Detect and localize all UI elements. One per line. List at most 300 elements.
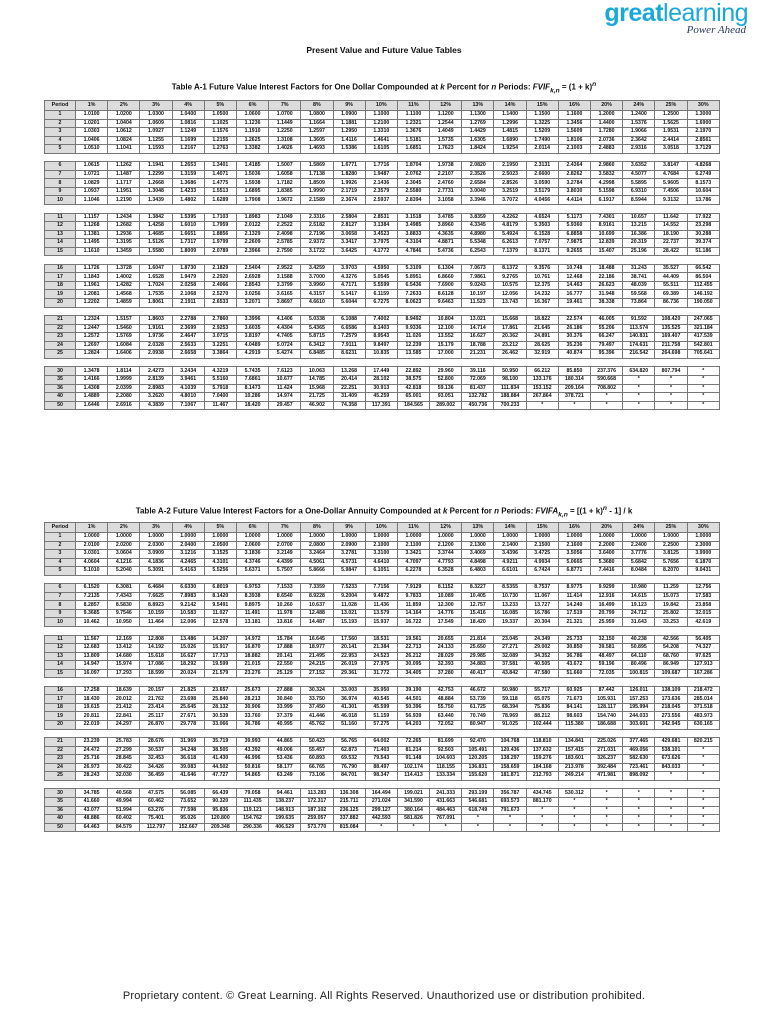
factor-cell: 4.2998: [591, 179, 623, 188]
factor-cell: 40.874: [558, 350, 590, 359]
table-row: [45, 738, 720, 747]
factor-cell: 3.1836: [236, 550, 268, 559]
period-cell: 4: [45, 558, 76, 567]
period-cell: 35: [45, 797, 76, 806]
period-cell: 16: [45, 264, 76, 273]
row-group-spacer: [45, 678, 720, 687]
factor-cell: 1.8983: [236, 213, 268, 222]
factor-cell: 20.414: [333, 375, 365, 384]
factor-cell: 2.0399: [108, 384, 140, 393]
factor-cell: 3.1722: [301, 247, 333, 256]
factor-cell: 28.422: [655, 247, 687, 256]
factor-cell: 79.058: [236, 789, 268, 798]
factor-cell: 17.713: [204, 652, 236, 661]
factor-cell: 1.1000: [365, 111, 397, 120]
factor-cell: 1.2400: [623, 111, 655, 120]
period-cell: 5: [45, 567, 76, 576]
factor-cell: 1.6289: [204, 196, 236, 205]
column-header-rate: 4%: [172, 101, 204, 111]
factor-cell: 5.3503: [526, 222, 558, 231]
factor-cell: 55.750: [430, 703, 462, 712]
factor-cell: 1.0406: [76, 136, 108, 145]
factor-cell: 52.800: [430, 375, 462, 384]
factor-cell: 4.8498: [462, 558, 494, 567]
factor-cell: 16.870: [236, 644, 268, 653]
factor-cell: 1.1843: [76, 273, 108, 282]
factor-cell: 30.288: [687, 230, 719, 239]
row-group-spacer: [45, 205, 720, 214]
factor-cell: 6.5436: [397, 281, 429, 290]
factor-cell: 84.579: [108, 823, 140, 832]
factor-cell: 7.6625: [140, 592, 172, 601]
factor-cell: 1.9926: [333, 179, 365, 188]
factor-cell: 1.1381: [76, 230, 108, 239]
factor-cell: 26.212: [397, 652, 429, 661]
factor-cell: 7.6123: [269, 367, 301, 376]
factor-cell: 2.6928: [236, 273, 268, 282]
factor-cell: 2.0122: [236, 222, 268, 231]
factor-cell: 2.9522: [269, 264, 301, 273]
factor-cell: 4.1772: [365, 247, 397, 256]
factor-cell: 218.045: [655, 703, 687, 712]
factor-cell: 4.0489: [236, 341, 268, 350]
factor-cell: 5.3109: [397, 264, 429, 273]
factor-cell: 3.4785: [430, 213, 462, 222]
factor-cell: *: [430, 823, 462, 832]
factor-cell: 2.6916: [108, 401, 140, 410]
factor-cell: 1.4889: [76, 393, 108, 402]
period-cell: 16: [45, 686, 76, 695]
factor-cell: 113.574: [623, 324, 655, 333]
period-cell: 9: [45, 187, 76, 196]
table-row: [45, 721, 720, 730]
factor-cell: 30.095: [397, 661, 429, 670]
factor-cell: *: [655, 789, 687, 798]
factor-cell: 11.859: [397, 601, 429, 610]
table-row: [45, 797, 720, 806]
factor-cell: 1.2824: [76, 350, 108, 359]
factor-cell: 157.253: [623, 695, 655, 704]
factor-cell: 1.7138: [301, 170, 333, 179]
row-group-spacer: [45, 575, 720, 584]
factor-cell: 3.4396: [494, 550, 526, 559]
factor-cell: 51.994: [108, 806, 140, 815]
logo-brand-light: learning: [663, 0, 748, 27]
factor-cell: 4.3839: [140, 401, 172, 410]
factor-cell: 38.741: [623, 273, 655, 282]
factor-cell: *: [655, 401, 687, 410]
factor-cell: 14.972: [236, 635, 268, 644]
factor-cell: 29.778: [172, 721, 204, 730]
factor-cell: *: [558, 401, 590, 410]
factor-cell: 31.243: [623, 264, 655, 273]
factor-cell: 1.8106: [558, 136, 590, 145]
factor-cell: 28.845: [108, 755, 140, 764]
factor-cell: 431.663: [430, 797, 462, 806]
factor-cell: 34.405: [397, 669, 429, 678]
factor-cell: 2.0258: [172, 281, 204, 290]
factor-cell: 73.864: [623, 299, 655, 308]
table-row: [45, 145, 720, 154]
factor-cell: 6.8771: [558, 567, 590, 576]
factor-cell: 10.730: [494, 592, 526, 601]
factor-cell: 105.931: [591, 695, 623, 704]
factor-cell: 4.8268: [687, 162, 719, 171]
table-row: [45, 384, 720, 393]
factor-cell: 41.646: [172, 772, 204, 781]
factor-cell: 16.786: [526, 609, 558, 618]
period-cell: 10: [45, 196, 76, 205]
factor-cell: 1.1495: [76, 239, 108, 248]
column-header-rate: 14%: [494, 101, 526, 111]
factor-cell: 59.568: [623, 290, 655, 299]
factor-cell: 13.215: [623, 222, 655, 231]
factor-cell: 22.737: [655, 239, 687, 248]
factor-cell: 2.8127: [333, 222, 365, 231]
factor-cell: 337.882: [333, 815, 365, 824]
factor-cell: 1.4166: [76, 375, 108, 384]
factor-cell: 25.783: [108, 738, 140, 747]
factor-cell: 3.2251: [204, 341, 236, 350]
factor-cell: 6.4684: [140, 584, 172, 593]
factor-cell: 1.8509: [301, 179, 333, 188]
factor-cell: 20.304: [526, 618, 558, 627]
factor-cell: 3.6035: [236, 324, 268, 333]
period-cell: 30: [45, 367, 76, 376]
column-header-rate: 6%: [236, 101, 268, 111]
factor-cell: 28.243: [76, 772, 108, 781]
period-cell: 40: [45, 393, 76, 402]
factor-cell: 169.407: [655, 333, 687, 342]
factor-cell: 4.5061: [301, 558, 333, 567]
factor-cell: 1.4308: [76, 384, 108, 393]
column-header-rate: 1%: [76, 523, 108, 533]
factor-cell: 22.019: [76, 721, 108, 730]
factor-cell: 2.1500: [526, 541, 558, 550]
factor-cell: 4.7793: [430, 558, 462, 567]
factor-cell: 2.6584: [462, 179, 494, 188]
factor-cell: 1.3225: [526, 119, 558, 128]
factor-cell: 2.1436: [365, 179, 397, 188]
factor-cell: *: [687, 797, 719, 806]
factor-cell: 39.993: [236, 738, 268, 747]
factor-cell: 30.913: [365, 384, 397, 393]
factor-cell: 10.089: [430, 592, 462, 601]
table2-title: [0, 505, 768, 518]
factor-cell: 237.376: [591, 367, 623, 376]
table-row: [45, 533, 720, 542]
factor-cell: 34.352: [526, 652, 558, 661]
factor-cell: 1.4685: [140, 230, 172, 239]
factor-cell: 47.727: [204, 772, 236, 781]
factor-cell: 10.575: [494, 281, 526, 290]
factor-cell: 15.618: [140, 652, 172, 661]
factor-cell: 10.748: [558, 264, 590, 273]
column-header-rate: 3%: [140, 523, 172, 533]
logo-wordmark: [604, 1, 748, 26]
factor-cell: 1.5609: [558, 128, 590, 137]
factor-cell: 14.207: [204, 635, 236, 644]
factor-cell: 2.2788: [172, 316, 204, 325]
factor-cell: 33.999: [269, 703, 301, 712]
factor-cell: 8.2857: [76, 601, 108, 610]
factor-cell: 1.3382: [236, 145, 268, 154]
factor-cell: 38.575: [397, 375, 429, 384]
factor-cell: 24.297: [108, 721, 140, 730]
factor-cell: 1.4641: [365, 136, 397, 145]
factor-cell: 5.7656: [655, 558, 687, 567]
factor-cell: 2.5182: [301, 222, 333, 231]
period-cell: 22: [45, 746, 76, 755]
factor-cell: 47.580: [526, 669, 558, 678]
factor-cell: 6.2613: [494, 239, 526, 248]
factor-cell: 21.814: [462, 635, 494, 644]
factor-cell: *: [687, 823, 719, 832]
factor-cell: 573.770: [301, 823, 333, 832]
factor-cell: 3.2071: [236, 299, 268, 308]
factor-cell: 22.841: [108, 712, 140, 721]
factor-cell: 2.5785: [269, 239, 301, 248]
factor-cell: 483.973: [687, 712, 719, 721]
factor-cell: 1.0000: [526, 533, 558, 542]
table1-title-k: k: [440, 82, 445, 92]
factor-cell: 8.5830: [108, 601, 140, 610]
factor-cell: 3.0658: [333, 230, 365, 239]
factor-cell: 13.021: [462, 316, 494, 325]
factor-cell: 78.969: [494, 712, 526, 721]
factor-cell: 41.430: [204, 755, 236, 764]
factor-cell: 2.8543: [236, 281, 268, 290]
factor-cell: 3.2620: [140, 393, 172, 402]
period-cell: 3: [45, 128, 76, 137]
factor-cell: 73.652: [172, 797, 204, 806]
factor-cell: 17.549: [430, 618, 462, 627]
factor-cell: 23.212: [494, 341, 526, 350]
factor-cell: 484.463: [430, 806, 462, 815]
factor-cell: 2.1829: [204, 264, 236, 273]
factor-cell: 3.6165: [269, 290, 301, 299]
period-cell: 17: [45, 695, 76, 704]
period-cell: 23: [45, 755, 76, 764]
factor-cell: 2.1100: [397, 541, 429, 550]
factor-cell: 57.275: [365, 721, 397, 730]
factor-cell: 13.727: [526, 601, 558, 610]
factor-cell: 3.4259: [301, 264, 333, 273]
factor-cell: 2.5404: [236, 264, 268, 273]
factor-cell: 91.025: [494, 721, 526, 730]
factor-cell: 4.1836: [140, 558, 172, 567]
factor-cell: 1.0000: [108, 533, 140, 542]
factor-cell: 20.799: [591, 609, 623, 618]
factor-cell: 97.625: [687, 652, 719, 661]
factor-cell: 1.5869: [301, 162, 333, 171]
factor-cell: 36.618: [172, 755, 204, 764]
factor-cell: 321.184: [687, 324, 719, 333]
factor-cell: *: [526, 823, 558, 832]
table-row: [45, 644, 720, 653]
factor-cell: 5.1417: [333, 290, 365, 299]
factor-cell: 2.8561: [687, 136, 719, 145]
factor-cell: 1.6010: [172, 222, 204, 231]
factor-cell: 4.5731: [333, 558, 365, 567]
factor-cell: 60.893: [301, 755, 333, 764]
column-header-period: Period: [45, 101, 76, 111]
factor-cell: 54.865: [236, 772, 268, 781]
factor-cell: 7.2633: [397, 290, 429, 299]
factor-cell: 12.916: [591, 592, 623, 601]
factor-cell: 225.026: [591, 738, 623, 747]
factor-cell: 9.2142: [172, 601, 204, 610]
factor-cell: 105.491: [462, 746, 494, 755]
factor-cell: 5.1010: [76, 567, 108, 576]
factor-cell: 820.215: [687, 738, 719, 747]
factor-cell: 63.276: [140, 806, 172, 815]
factor-cell: *: [623, 384, 655, 393]
factor-cell: 13.552: [430, 333, 462, 342]
factor-cell: 55.717: [526, 686, 558, 695]
factor-cell: 3.6425: [333, 247, 365, 256]
factor-cell: 11.424: [269, 384, 301, 393]
factor-cell: 213.978: [558, 763, 590, 772]
period-cell: 2: [45, 541, 76, 550]
period-cell: 15: [45, 247, 76, 256]
factor-cell: 2.0900: [333, 541, 365, 550]
table-row: [45, 350, 720, 359]
factor-cell: 2.4414: [655, 136, 687, 145]
factor-cell: 18.430: [76, 695, 108, 704]
factor-cell: *: [687, 806, 719, 815]
factor-cell: 12.468: [558, 273, 590, 282]
factor-cell: 9.8497: [365, 341, 397, 350]
row-group-spacer: [45, 358, 720, 367]
table1-formula-subscript: k,n: [550, 87, 560, 95]
factor-cell: 18.639: [108, 686, 140, 695]
factor-cell: 705.641: [687, 350, 719, 359]
factor-cell: 1.1400: [494, 111, 526, 120]
factor-cell: 3.3100: [365, 550, 397, 559]
factor-cell: 7.9129: [397, 584, 429, 593]
factor-cell: 44.502: [204, 763, 236, 772]
factor-cell: 17.258: [76, 686, 108, 695]
factor-cell: 3.8147: [655, 162, 687, 171]
factor-cell: 15.937: [365, 618, 397, 627]
factor-cell: 45.599: [365, 703, 397, 712]
column-header-rate: 15%: [526, 101, 558, 111]
factor-cell: 16.097: [76, 669, 108, 678]
factor-cell: 218.472: [687, 686, 719, 695]
factor-cell: 3.3799: [269, 281, 301, 290]
factor-cell: 7.4416: [591, 567, 623, 576]
factor-cell: 187.102: [301, 806, 333, 815]
row-group-spacer: [45, 780, 720, 789]
factor-cell: 1.3439: [140, 196, 172, 205]
factor-cell: 39.083: [172, 763, 204, 772]
factor-cell: 19.123: [623, 601, 655, 610]
factor-cell: 1.4258: [140, 222, 172, 231]
factor-cell: 199.021: [397, 789, 429, 798]
factor-cell: 180.314: [558, 375, 590, 384]
table-row: [45, 823, 720, 832]
factor-cell: 7.4343: [108, 592, 140, 601]
column-header-rate: 4%: [172, 523, 204, 533]
factor-cell: 172.317: [301, 797, 333, 806]
factor-cell: 4.6610: [301, 299, 333, 308]
factor-cell: *: [655, 823, 687, 832]
factor-cell: 2.4066: [204, 281, 236, 290]
factor-cell: 18.190: [655, 230, 687, 239]
factor-cell: 16.367: [526, 299, 558, 308]
factor-cell: 2.5937: [365, 196, 397, 205]
factor-cell: 2.1000: [365, 541, 397, 550]
factor-cell: 188.884: [494, 393, 526, 402]
factor-cell: 16.386: [623, 230, 655, 239]
factor-cell: 15.179: [430, 341, 462, 350]
factor-cell: 2.1400: [494, 541, 526, 550]
table-row: [45, 136, 720, 145]
factor-cell: 1.6528: [140, 273, 172, 282]
factor-cell: 137.632: [526, 746, 558, 755]
factor-cell: *: [687, 772, 719, 781]
table-row: [45, 401, 720, 410]
factor-cell: 14.615: [623, 592, 655, 601]
factor-cell: 18.292: [172, 661, 204, 670]
factor-cell: 2.8531: [365, 213, 397, 222]
factor-cell: 1.6084: [108, 341, 140, 350]
table-row: [45, 119, 720, 128]
factor-cell: 4.8980: [462, 230, 494, 239]
factor-cell: 19.842: [655, 601, 687, 610]
period-cell: 21: [45, 316, 76, 325]
table-row: [45, 333, 720, 342]
factor-cell: 38.505: [204, 746, 236, 755]
factor-cell: 1.0500: [204, 111, 236, 120]
factor-cell: 9.6463: [430, 299, 462, 308]
factor-cell: 20.024: [172, 669, 204, 678]
factor-cell: 434.745: [526, 789, 558, 798]
factor-cell: 5.7507: [269, 567, 301, 576]
factor-cell: 1.4185: [236, 162, 268, 171]
factor-cell: 3.4069: [462, 550, 494, 559]
factor-cell: 95.026: [172, 815, 204, 824]
factor-cell: 429.681: [655, 738, 687, 747]
factor-cell: 2.3131: [526, 162, 558, 171]
factor-cell: 1.2936: [108, 230, 140, 239]
factor-cell: 51.159: [365, 712, 397, 721]
factor-cell: 2.2000: [591, 541, 623, 550]
factor-cell: 48.497: [591, 652, 623, 661]
column-header-rate: 25%: [655, 523, 687, 533]
factor-cell: 3.1588: [269, 273, 301, 282]
factor-cell: 1.2950: [333, 128, 365, 137]
factor-cell: 2.8262: [558, 170, 590, 179]
factor-cell: 2.4364: [558, 162, 590, 171]
factor-cell: 1.2324: [76, 316, 108, 325]
factor-cell: 1.6058: [269, 170, 301, 179]
factor-cell: 40.238: [623, 635, 655, 644]
factor-cell: *: [623, 797, 655, 806]
factor-cell: 2.1300: [462, 541, 494, 550]
factor-cell: *: [591, 806, 623, 815]
factor-cell: 190.050: [687, 299, 719, 308]
period-cell: 19: [45, 290, 76, 299]
factor-cell: 1.1961: [76, 281, 108, 290]
factor-cell: 2.2522: [269, 222, 301, 231]
factor-cell: 20.141: [333, 644, 365, 653]
column-header-rate: 13%: [462, 101, 494, 111]
factor-cell: 2.5270: [204, 290, 236, 299]
factor-cell: 2.0938: [140, 350, 172, 359]
factor-cell: 1.5386: [333, 145, 365, 154]
